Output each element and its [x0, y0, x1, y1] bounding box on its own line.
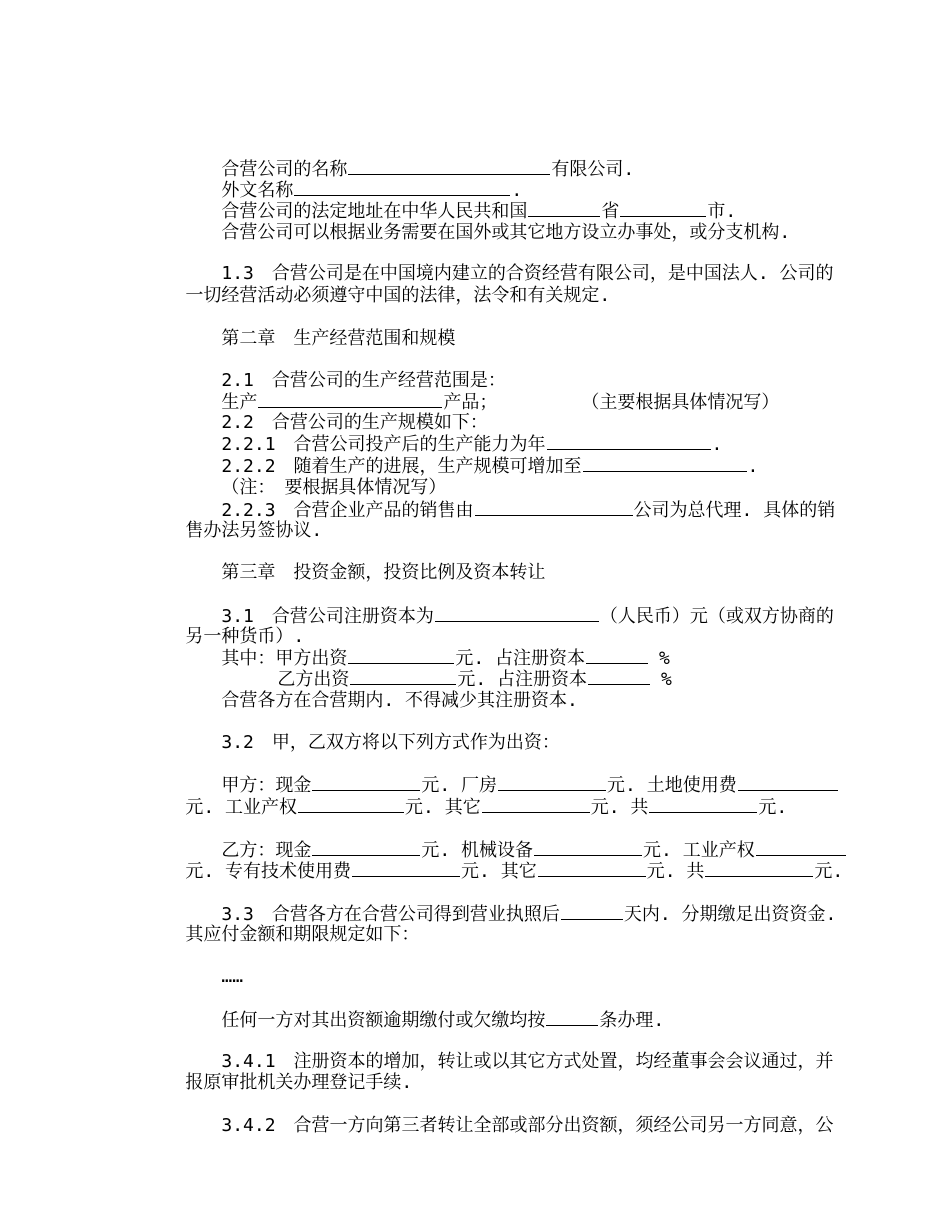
- text: 元. 机械设备: [421, 840, 534, 861]
- ellipsis-line: [178, 944, 244, 987]
- party-a-methods-cont: [142, 774, 788, 818]
- text: （人民币）元（或双方协商的: [599, 606, 834, 627]
- text: 其中：甲方出资: [221, 648, 348, 669]
- text: 1.3 合营公司是在中国境内建立的合资经营有限公司，是中国法人. 公司的: [221, 263, 834, 284]
- text: 3.1 合营公司注册资本为: [221, 606, 434, 627]
- text: 2.2.3 合营企业产品的销售由: [221, 500, 474, 521]
- text: 2.2 合营公司的生产规模如下：: [221, 412, 488, 433]
- blank-field: [435, 605, 599, 622]
- text: 甲方：现金: [221, 775, 312, 796]
- text: 3.3 合营各方在合营公司得到营业执照后: [221, 904, 560, 925]
- paragraph-line: [142, 604, 305, 647]
- text: 元. 其它: [461, 861, 537, 882]
- text: 3.4.2 合营一方向第三者转让全部或部分出资额，须经公司另一方同意，公: [221, 1115, 834, 1136]
- text: 另一种货币）.: [185, 626, 305, 647]
- text: 3.2 甲，乙双方将以下列方式作为出资：: [221, 732, 560, 753]
- text: 合营公司的法定地址在中华人民共和国: [221, 201, 528, 222]
- text: （注： 要根据具体情况写）: [221, 477, 447, 498]
- blank-field: [561, 903, 623, 920]
- text: 元. 工业产权: [643, 840, 755, 861]
- clause-2-2-1: [178, 411, 723, 455]
- blank-field: [649, 796, 757, 813]
- company-name-line: [178, 136, 635, 180]
- text: 省: [601, 201, 620, 222]
- party-b-methods: [178, 817, 847, 861]
- text: ……: [221, 966, 244, 987]
- paragraph-line: [178, 200, 791, 243]
- text: 2.2.1 合营公司投产后的生产能力为年: [221, 434, 546, 455]
- clause-3-1: [178, 583, 834, 627]
- text: 元. 土地使用费: [607, 775, 737, 796]
- blank-field: [588, 668, 650, 685]
- text: 产品；: [443, 392, 498, 413]
- text: 乙方出资: [277, 669, 350, 690]
- text: 元. 共: [646, 861, 705, 882]
- text: 元. 工业产权: [185, 797, 298, 818]
- text: 有限公司.: [551, 159, 635, 180]
- text: 任何一方对其出资额逾期缴付或欠缴均按: [221, 1010, 546, 1031]
- clause-2-2-2: [178, 433, 759, 477]
- blank-field: [546, 1009, 598, 1026]
- text: %: [659, 648, 670, 669]
- text: 条办理.: [599, 1010, 665, 1031]
- blank-field: [482, 796, 590, 813]
- text: 元. 专有技术使用费: [185, 861, 352, 882]
- text: 第三章 投资金额，投资比例及资本转让: [221, 562, 546, 583]
- late-payment-line: [178, 987, 665, 1031]
- production-line: [178, 369, 780, 413]
- chapter-heading: [178, 540, 546, 583]
- text: 元. 占注册资本: [455, 648, 586, 669]
- text: 元. 共: [590, 797, 649, 818]
- text: 元. 其它: [405, 797, 481, 818]
- blank-field: [538, 860, 646, 877]
- text: 元. 厂房: [421, 775, 498, 796]
- clause-2-1: [178, 348, 506, 391]
- clause-3-2: [178, 710, 560, 753]
- text: 生产: [221, 392, 258, 413]
- paragraph-line: [142, 1050, 413, 1093]
- text: 售办法另签协议.: [185, 520, 323, 541]
- text: 2.1 合营公司的生产经营范围是：: [221, 370, 506, 391]
- party-a-methods: [178, 752, 839, 796]
- text: 第二章 生产经营范围和规模: [221, 328, 456, 349]
- clause-2-2: [178, 390, 488, 433]
- text: 元.: [758, 797, 788, 818]
- foreign-name-line: [178, 157, 523, 201]
- text: 3.4.1 注册资本的增加，转让或以其它方式处置，均经董事会会议通过，并: [221, 1051, 834, 1072]
- blank-field: [475, 499, 633, 516]
- text: .: [747, 456, 759, 477]
- chapter-heading: [178, 306, 456, 349]
- text: 天内. 分期缴足出资资金.: [623, 904, 837, 925]
- clause-3-4-2: [178, 1093, 834, 1136]
- clause-3-4-1: [178, 1029, 834, 1072]
- paragraph-line: [142, 902, 420, 945]
- text: 公司为总代理. 具体的销: [633, 500, 836, 521]
- clause-1-3: [178, 241, 834, 284]
- text: （主要根据具体情况写）: [581, 392, 780, 413]
- blank-field: [583, 455, 747, 472]
- party-b-methods-cont: [142, 838, 844, 882]
- paragraph-line: [178, 668, 578, 711]
- text: 元. 占注册资本: [457, 669, 588, 690]
- blank-field: [298, 796, 404, 813]
- party-a-contribution: [178, 625, 670, 669]
- text: 乙方：现金: [221, 840, 312, 861]
- text: %: [661, 669, 672, 690]
- text: 报原审批机关办理登记手续.: [185, 1072, 413, 1093]
- paragraph-line: [142, 498, 323, 541]
- note-line: [178, 455, 447, 498]
- text: 其应付金额和期限规定如下：: [185, 924, 420, 945]
- text: 外文名称: [221, 180, 294, 201]
- party-b-contribution: [234, 646, 672, 690]
- text: 合营公司的名称: [221, 159, 348, 180]
- text: 元.: [814, 861, 844, 882]
- text: 合营各方在合营期内. 不得减少其注册资本.: [221, 690, 578, 711]
- text: 合营公司可以根据业务需要在国外或其它地方设立办事处，或分支机构.: [221, 222, 791, 243]
- clause-2-2-3: [178, 477, 836, 521]
- text: 2.2.2 随着生产的进展，生产规模可增加至: [221, 456, 582, 477]
- text: 市.: [707, 201, 737, 222]
- text: .: [511, 180, 523, 201]
- legal-address-line: [178, 178, 737, 222]
- text: 一切经营活动必须遵守中国的法律，法令和有关规定.: [185, 285, 611, 306]
- blank-field: [352, 860, 460, 877]
- clause-3-3: [178, 881, 837, 925]
- paragraph-line: [142, 263, 611, 306]
- blank-field: [705, 860, 813, 877]
- text: .: [711, 434, 723, 455]
